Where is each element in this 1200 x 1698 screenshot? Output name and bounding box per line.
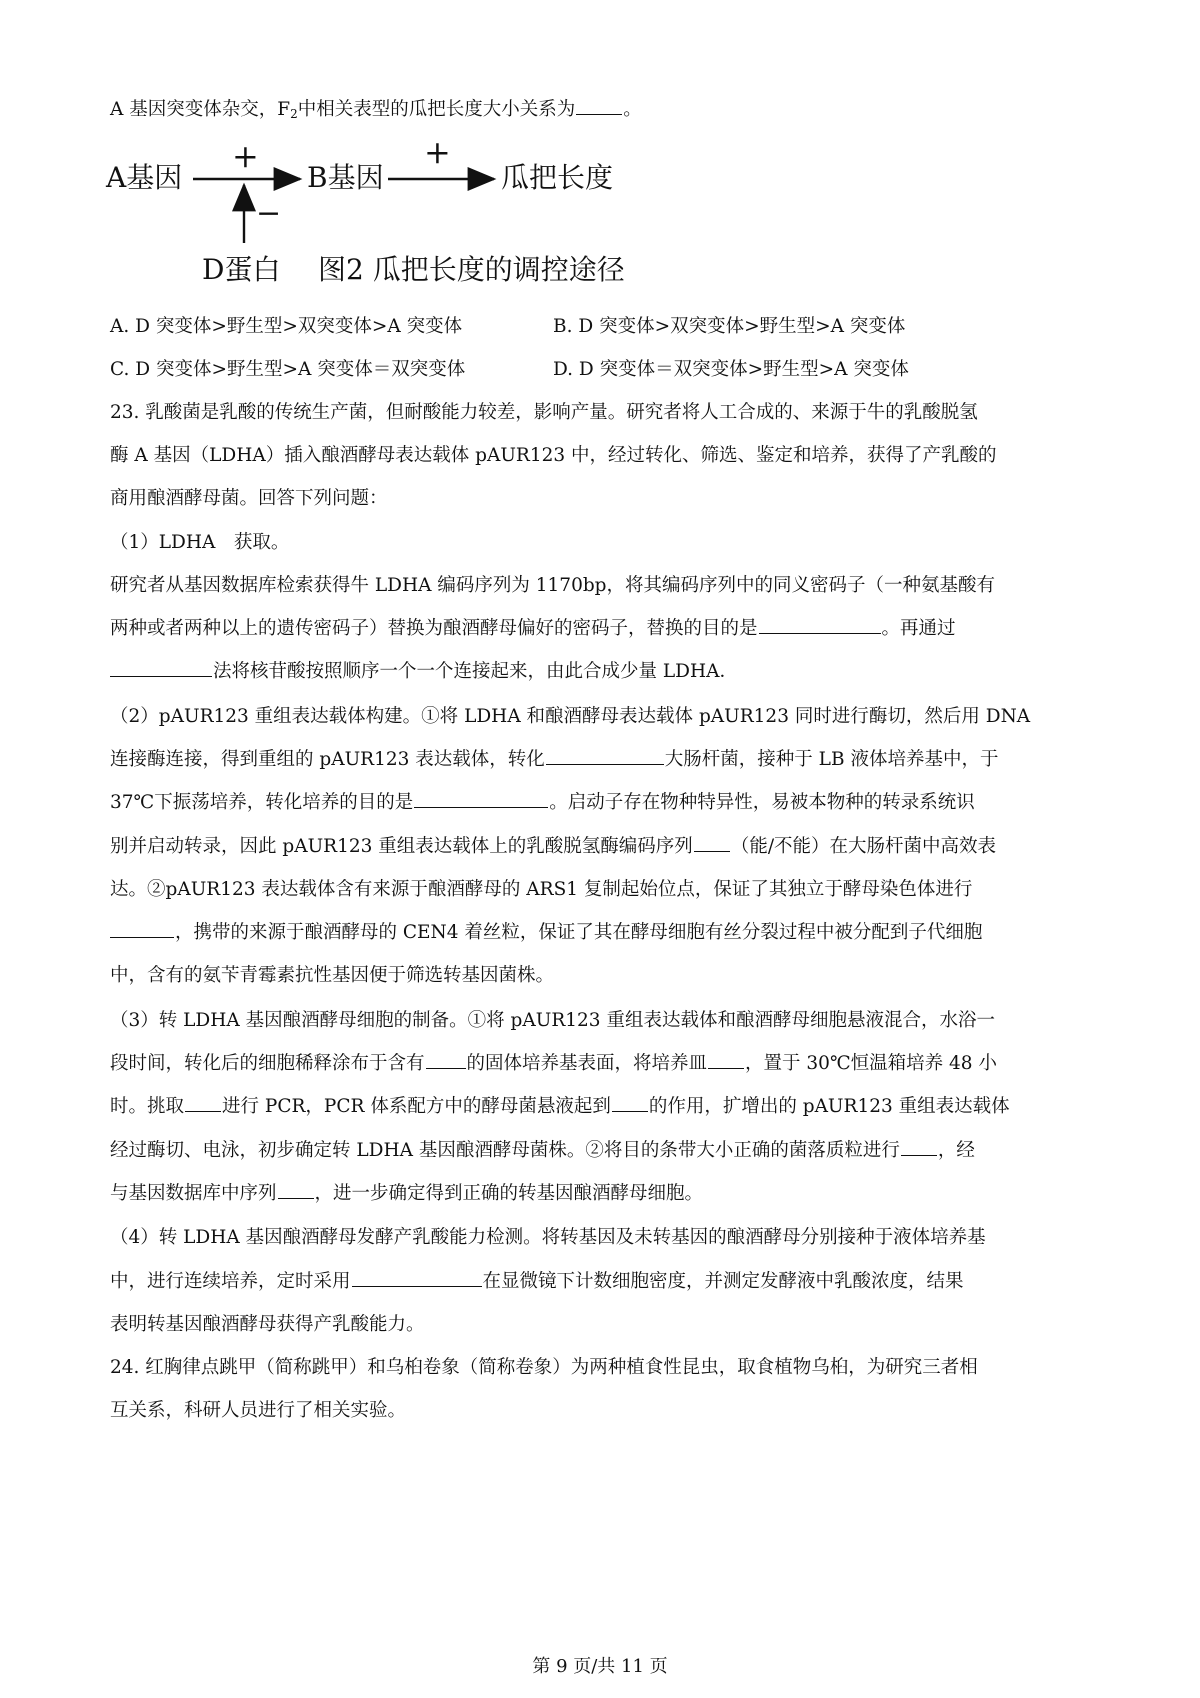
text-span: 别并启动转录，因此 pAUR123 重组表达载体上的乳酸脱氢酶编码序列 bbox=[110, 836, 693, 857]
plus-sign-2: + bbox=[424, 133, 451, 171]
q23-part2-line-6 bbox=[110, 920, 982, 946]
option-a: A. D 突变体>野生型>双突变体>A 突变体 bbox=[110, 316, 463, 337]
text-span: （能/不能）在大肠杆菌中高效表 bbox=[730, 836, 997, 857]
q23-part2-line-3 bbox=[110, 790, 975, 816]
text-span: 的作用，扩增出的 pAUR123 重组表达载体 bbox=[648, 1096, 1010, 1117]
answer-blank bbox=[426, 1051, 466, 1069]
subscript: 2 bbox=[290, 107, 298, 121]
q23-part3-line-4 bbox=[110, 1138, 975, 1164]
regulation-diagram bbox=[106, 133, 730, 318]
gene-b-label: B基因 bbox=[307, 161, 384, 194]
text-span: 。启动子存在物种特异性，易被本物种的转录系统识 bbox=[549, 792, 975, 813]
length-label: 瓜把长度 bbox=[501, 161, 614, 194]
text-span: 中，进行连续培养，定时采用 bbox=[110, 1271, 351, 1292]
answer-blank bbox=[901, 1138, 937, 1156]
answer-blank bbox=[576, 97, 622, 115]
text-span: ，置于 30℃恒温箱培养 48 小 bbox=[745, 1053, 997, 1074]
q23-part2-line-7: 中，含有的氨苄青霉素抗性基因便于筛选转基因菌株。 bbox=[110, 965, 555, 986]
protein-d-label: D蛋白 bbox=[202, 253, 281, 286]
answer-blank bbox=[546, 747, 664, 765]
text-span: 段时间，转化后的细胞稀释涂布于含有 bbox=[110, 1053, 425, 1074]
gene-a-label: A基因 bbox=[106, 161, 183, 194]
answer-blank bbox=[110, 659, 212, 677]
option-b: B. D 突变体>双突变体>野生型>A 突变体 bbox=[553, 316, 906, 337]
q23-part3-line-2 bbox=[110, 1051, 997, 1077]
option-d: D. D 突变体＝双突变体>野生型>A 突变体 bbox=[553, 359, 909, 380]
q23-part3-line-1: （3）转 LDHA 基因酿酒酵母细胞的制备。①将 pAUR123 重组表达载体和酿酒酵母细胞悬液混合，水浴一 bbox=[110, 1010, 995, 1031]
text-span: 连接酶连接，得到重组的 pAUR123 表达载体，转化 bbox=[110, 749, 545, 770]
answer-blank bbox=[708, 1051, 744, 1069]
text-span: 两种或者两种以上的遗传密码子）替换为酿酒酵母偏好的密码子，替换的目的是 bbox=[110, 618, 758, 639]
text-span: ，携带的来源于酿酒酵母的 CEN4 着丝粒，保证了其在酵母细胞有丝分裂过程中被分配到子代细胞 bbox=[175, 922, 983, 943]
q23-part1-line-2 bbox=[110, 616, 956, 642]
q24-line-2: 互关系，科研人员进行了相关实验。 bbox=[110, 1400, 407, 1421]
q23-line-3: 商用酿酒酵母菌。回答下列问题： bbox=[110, 488, 388, 509]
q23-line-2: 酶 A 基因（LDHA）插入酿酒酵母表达载体 pAUR123 中，经过转化、筛选、鉴定和培养，获得了产乳酸的 bbox=[110, 445, 997, 466]
answer-blank bbox=[612, 1094, 648, 1112]
answer-blank bbox=[278, 1181, 314, 1199]
q23-part2-line-1: （2）pAUR123 重组表达载体构建。①将 LDHA 和酿酒酵母表达载体 pAUR123 同时进行酶切，然后用 DNA bbox=[110, 706, 1031, 727]
q23-part1-title: （1）LDHA 获取。 bbox=[110, 532, 290, 553]
text-span: 经过酶切、电泳，初步确定转 LDHA 基因酿酒酵母菌株。②将目的条带大小正确的菌落质粒进行 bbox=[110, 1140, 900, 1161]
q23-part4-line-3: 表明转基因酿酒酵母获得产乳酸能力。 bbox=[110, 1314, 425, 1335]
q22-stem bbox=[110, 97, 642, 127]
answer-blank bbox=[414, 790, 548, 808]
answer-blank bbox=[759, 616, 881, 634]
text-span: 进行 PCR，PCR 体系配方中的酵母菌悬液起到 bbox=[222, 1096, 611, 1117]
q24-line-1: 24. 红胸律点跳甲（简称跳甲）和乌桕卷象（简称卷象）为两种植食性昆虫，取食植物乌桕，为研究三者相 bbox=[110, 1357, 978, 1378]
text-span: 大肠杆菌，接种于 LB 液体培养基中，于 bbox=[664, 749, 999, 770]
q23-part4-line-2 bbox=[110, 1269, 964, 1295]
text-span: 与基因数据库中序列 bbox=[110, 1183, 277, 1204]
diagram-arrows bbox=[110, 148, 730, 318]
q23-part3-line-5 bbox=[110, 1181, 703, 1207]
text-span: 在显微镜下计数细胞密度，并测定发酵液中乳酸浓度，结果 bbox=[482, 1271, 964, 1292]
q23-part3-line-3 bbox=[110, 1094, 1010, 1120]
text-span: 法将核苷酸按照顺序一个一个连接起来，由此合成少量 LDHA． bbox=[213, 661, 738, 682]
q22-stem-end: 。 bbox=[623, 99, 642, 120]
q22-stem-rest: 中相关表型的瓜把长度大小关系为 bbox=[297, 99, 576, 120]
answer-blank bbox=[110, 920, 174, 938]
answer-blank bbox=[694, 834, 730, 852]
option-c: C. D 突变体>野生型>A 突变体＝双突变体 bbox=[110, 359, 466, 380]
plus-sign-1: + bbox=[232, 137, 259, 175]
answer-blank bbox=[352, 1269, 482, 1287]
figure-caption: 图2 瓜把长度的调控途径 bbox=[318, 253, 625, 286]
q23-part1-line-1: 研究者从基因数据库检索获得牛 LDHA 编码序列为 1170bp，将其编码序列中的同义密码子（一种氨基酸有 bbox=[110, 575, 996, 596]
text-span: 37℃下振荡培养，转化培养的目的是 bbox=[110, 792, 414, 813]
q23-part2-line-2 bbox=[110, 747, 998, 773]
text-span: 的固体培养基表面，将培养皿 bbox=[466, 1053, 708, 1074]
answer-blank bbox=[185, 1094, 221, 1112]
q23-line-1: 23. 乳酸菌是乳酸的传统生产菌，但耐酸能力较差，影响产量。研究者将人工合成的、来源于牛的乳酸脱氢 bbox=[110, 402, 978, 423]
text-span: 时。挑取 bbox=[110, 1096, 185, 1117]
q22-stem-text: A 基因突变体杂交，F bbox=[110, 99, 291, 120]
q23-part2-line-5: 达。②pAUR123 表达载体含有来源于酿酒酵母的 ARS1 复制起始位点，保证了其独立于酵母染色体进行 bbox=[110, 879, 973, 900]
q23-part1-line-3 bbox=[110, 659, 738, 685]
minus-sign: − bbox=[256, 196, 282, 231]
text-span: ，进一步确定得到正确的转基因酿酒酵母细胞。 bbox=[314, 1183, 704, 1204]
text-span: ，经 bbox=[937, 1140, 975, 1161]
q23-part4-line-1: （4）转 LDHA 基因酿酒酵母发酵产乳酸能力检测。将转基因及未转基因的酿酒酵母分别接种于液体培养基 bbox=[110, 1227, 986, 1248]
text-span: 。再通过 bbox=[881, 618, 956, 639]
page-footer: 第 9 页/共 11 页 bbox=[532, 1656, 668, 1677]
q23-part2-line-4 bbox=[110, 834, 996, 860]
